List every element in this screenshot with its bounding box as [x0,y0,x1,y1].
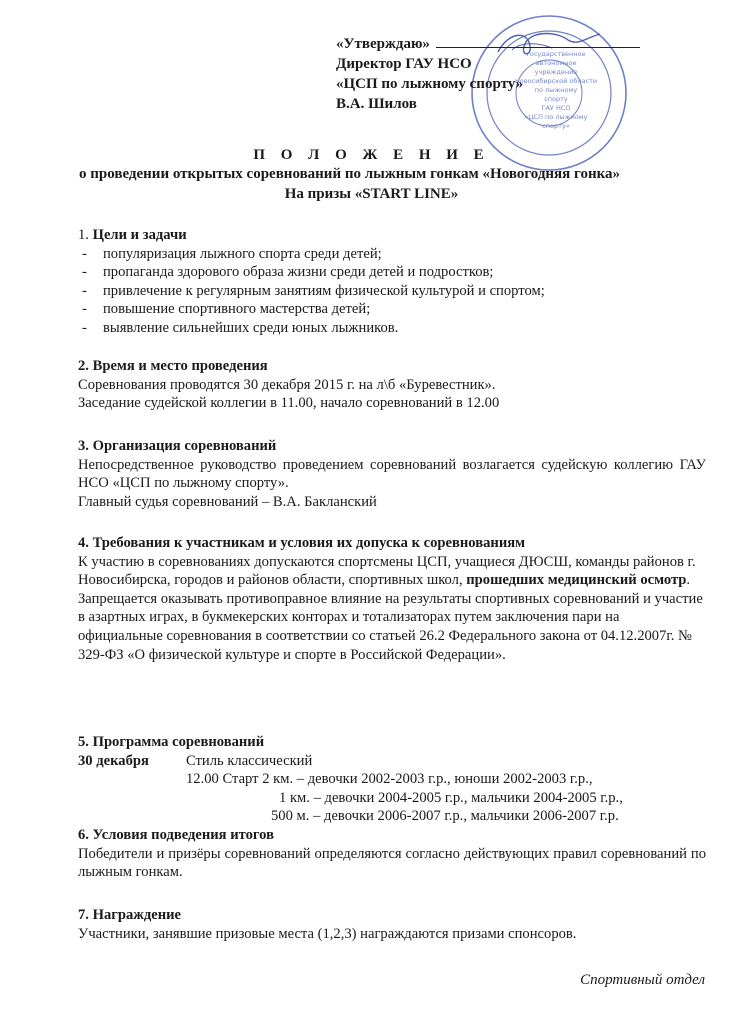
paragraph: Соревнования проводятся 30 декабря 2015 г. на л\б «Буревестник». [78,376,496,393]
stamp-text-line: Новосибирской области [514,77,598,85]
stamp-text-line: «ЦСП по лыжному [524,113,588,121]
section-heading: Цели и задачи [92,227,187,243]
section-goals [78,226,706,338]
paragraph-end: . [686,572,691,589]
department-signature: Спортивный отдел [580,972,705,988]
stamp-text-line: по лыжному [534,86,578,94]
medical-check-note: прошедших медицинский осмотр [466,572,687,589]
list-item: - повышение спортивного мастерства детей; [78,300,706,319]
paragraph: Главный судья соревнований – В.А. Бакланский [78,493,377,510]
section-requirements [78,534,706,664]
approval-block [336,34,640,114]
approve-label: «Утверждаю» [336,36,430,52]
stamp-text-line: спорту [544,95,568,103]
section-organization [78,437,706,511]
section-heading: 5. Программа соревнований [78,734,265,750]
program-style: Стиль классический [186,752,313,769]
section-heading: 3. Организация соревнований [78,438,277,454]
signature-line [436,34,640,48]
goals-list [78,245,706,338]
document-title: П О Л О Ж Е Н И Е [253,147,490,163]
program-line: 12.00 Старт 2 км. – девочки 2002-2003 г.р., юноши 2002-2003 г.р., [186,771,593,788]
section-program [78,733,706,826]
list-item: - популяризация лыжного спорта среди детей; [78,245,706,264]
stamp-text-line: спорту» [542,122,570,130]
stamp-text-line: учреждение [534,68,578,76]
list-item: - выявление сильнейших среди юных лыжников. [78,319,706,338]
section-time-place [78,357,706,413]
paragraph: Участники, занявшие призовые места (1,2,3) награждаются призами спонсоров. [78,925,577,942]
stamp-text-line: государственное [526,50,586,58]
list-item: - пропаганда здорового образа жизни среди детей и подростков; [78,263,706,282]
section-heading: 2. Время и место проведения [78,358,268,374]
program-date: 30 декабря [78,752,149,769]
program-line: 500 м. – девочки 2006-2007 г.р., мальчики 2006-2007 г.р. [271,808,619,825]
list-item: - привлечение к регулярным занятиям физической культурой и спортом; [78,282,706,301]
section-heading: 6. Условия подведения итогов [78,827,274,843]
director-name: В.А. Шилов [336,96,417,112]
paragraph: Победители и призёры соревнований определяются согласно действующих правил соревнований по лыжным гонкам. [78,845,706,881]
paragraph: Заседание судейской коллегии в 11.00, начало соревнований в 12.00 [78,395,500,412]
section-results [78,826,706,882]
section-awards [78,906,706,943]
stamp-text-line: ГАУ НСО [541,104,571,112]
paragraph: Непосредственное руководство проведением соревнований возлагается судейскую коллегию ГАУ НСО «ЦСП по лыжному спорту». [78,456,706,492]
document-prizes: На призы «START LINE» [284,186,459,202]
stamp-text-line: автономное [535,59,577,67]
section-heading: 4. Требования к участникам и условия их допуска к соревнованиям [78,535,526,551]
section-number: 1. [78,227,93,243]
paragraph-text: К участию в соревнованиях допускаются спортсмены ЦСП, учащиеся ДЮСШ, команды районов г. Новосибирска, городов и районов области, спортивных школ, [78,553,696,589]
organization-name: «ЦСП по лыжному спорту» [336,76,524,92]
director-position: Директор ГАУ НСО [336,56,472,72]
document-subtitle: о проведении открытых соревнований по лыжным гонкам «Новогодняя гонка» [79,166,621,182]
paragraph [78,553,706,590]
program-line: 1 км. – девочки 2004-2005 г.р., мальчики 2004-2005 г.р., [279,789,623,806]
paragraph: Запрещается оказывать противоправное влияние на результаты спортивных соревнований и участие в азартных играх, в букмекерских конторах и тотализаторах путем заключения пари на официальные соревнования в соответствии со статьей 26.2 Федерального закона от 04.12.2007г. № 329-ФЗ «О физической культуре и спорте в Российской Федерации». [78,590,703,663]
section-heading: 7. Награждение [78,907,182,923]
